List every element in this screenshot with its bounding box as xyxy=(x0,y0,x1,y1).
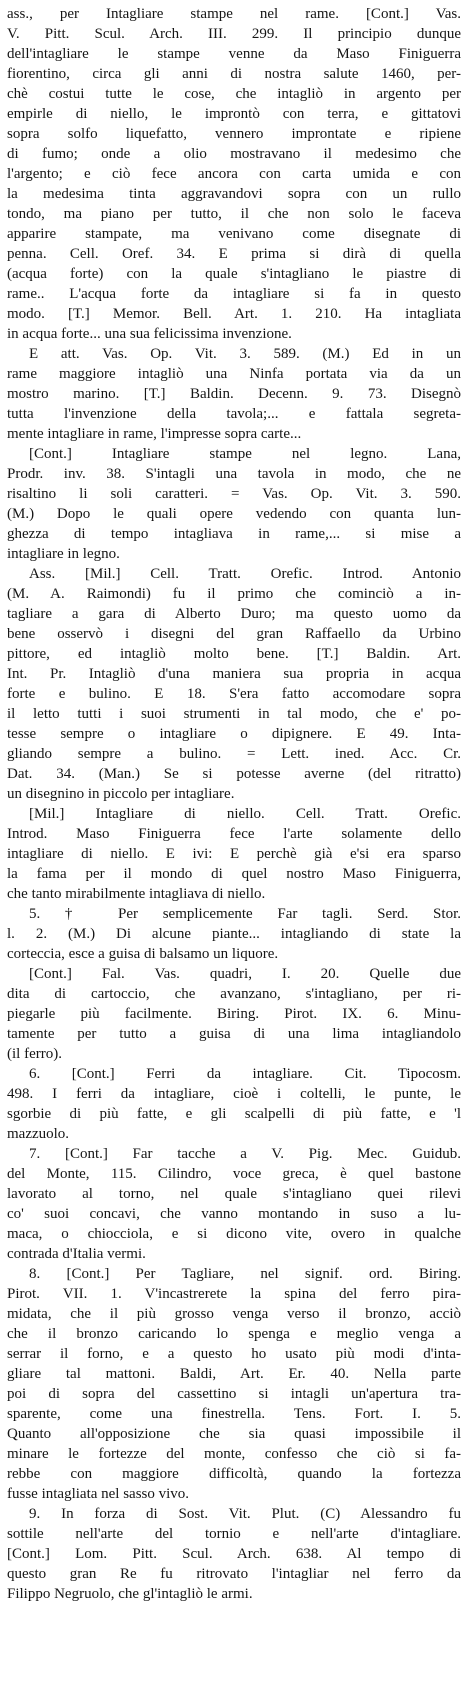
text-line: minare le fortezze del monte, confesso che ciò si fa- xyxy=(7,1446,461,1462)
text-line: serrar il forno, e a questo ho usato più modi d'inta- xyxy=(7,1346,461,1362)
text-line: poi di sopra del cassettino si intagli un'apertura tra- xyxy=(7,1386,461,1402)
text-line: tutta l'invenzione della tavola;... e fattala segreta- xyxy=(7,406,461,422)
dictionary-entry-paragraph xyxy=(7,964,461,1064)
text-line: V. Pitt. Scul. Arch. III. 299. Il principio dunque xyxy=(7,26,461,42)
text-line: 7. [Cont.] Far tacche a V. Pig. Mec. Guidub. xyxy=(29,1146,461,1162)
text-line: questo gran Re fu ritrovato l'intagliar nel ferro da xyxy=(7,1566,461,1582)
text-line: [Cont.] Fal. Vas. quadri, I. 20. Quelle due xyxy=(29,966,461,982)
text-line: 6. [Cont.] Ferri da intagliare. Cit. Tipocosm. xyxy=(29,1066,461,1082)
text-line: l. 2. (M.) Di alcune piante... intagliando di state la xyxy=(7,926,461,942)
text-line: che tanto mirabilmente intagliava di niello. xyxy=(7,886,266,902)
dictionary-entry-paragraph xyxy=(7,344,461,444)
text-line: piegarle più facilmente. Biring. Pirot. IX. 6. Minu- xyxy=(7,1006,461,1022)
text-line: corteccia, esce a guisa di balsamo un liquore. xyxy=(7,946,279,962)
text-line: (M.) Dopo le quali opere vedendo con quanta lun- xyxy=(7,506,461,522)
dictionary-entry-paragraph xyxy=(7,1064,461,1144)
text-line: di fumo; onde a olio mostravano il medesimo che xyxy=(7,146,461,162)
text-line: sottile nell'arte del tornio e nell'arte d'intagliare. xyxy=(7,1526,461,1542)
text-line: mente intagliare in rame, l'impresse sopra carte... xyxy=(7,426,302,442)
text-line: gliare tal mattoni. Baldi, Art. Er. 40. Nella parte xyxy=(7,1366,461,1382)
text-line: 9. In forza di Sost. Vit. Plut. (C) Alessandro fu xyxy=(29,1506,461,1522)
text-line: in acqua forte... una sua felicissima invenzione. xyxy=(7,326,292,342)
text-line: tagliare a gara di Alberto Duro; ma questo uomo da xyxy=(7,606,461,622)
text-line: E att. Vas. Op. Vit. 3. 589. (M.) Ed in un xyxy=(29,346,461,362)
text-line: co' suoi concavi, che vanno montando in suso a lu- xyxy=(7,1206,461,1222)
text-line: penna. Cell. Oref. 34. E prima si dirà di quella xyxy=(7,246,461,262)
text-line: Int. Pr. Intagliò d'una maniera sua propria in acqua xyxy=(7,666,461,682)
dictionary-entry-paragraph xyxy=(7,1504,461,1604)
text-column xyxy=(7,4,461,1604)
text-line: chè costui tutte le cose, che intagliò in argento per xyxy=(7,86,461,102)
text-line: rame.. L'acqua forte da intagliare si fa in questo xyxy=(7,286,461,302)
text-line: [Cont.] Lom. Pitt. Scul. Arch. 638. Al tempo di xyxy=(7,1546,461,1562)
dictionary-entry-paragraph xyxy=(7,444,461,564)
text-line: apparire stampate, ma venivano come disegnate di xyxy=(7,226,461,242)
text-line: sparente, come una finestrella. Tens. Fort. I. 5. xyxy=(7,1406,461,1422)
dictionary-entry-paragraph xyxy=(7,1264,461,1504)
text-line: sopra solfo liquefatto, vennero improntate e ripiene xyxy=(7,126,461,142)
text-line: la medesima tinta aggravandovi sopra con un rullo xyxy=(7,186,461,202)
text-line: tamente per tutto a guisa di una lima intagliandolo xyxy=(7,1026,461,1042)
text-line: Pirot. VII. 1. V'incastrerete la spina del ferro pira- xyxy=(7,1286,461,1302)
text-line: fiorentino, circa gli anni di nostra salute 1460, per- xyxy=(7,66,461,82)
text-line: ass., per Intagliare stampe nel rame. [Cont.] Vas. xyxy=(7,6,461,22)
text-line: pittore, ed intagliò molto bene. [T.] Baldin. Art. xyxy=(7,646,461,662)
text-line: [Mil.] Intagliare di niello. Cell. Tratt. Orefic. xyxy=(29,806,461,822)
text-line: (M. A. Raimondi) fu il primo che cominciò a in- xyxy=(7,586,461,602)
text-line: dell'intagliare le stampe venne da Maso Finiguerra xyxy=(7,46,461,62)
text-line: midata, che il più grosso venga verso il bronzo, acciò xyxy=(7,1306,461,1322)
text-line: che il bronzo caricando lo spenga e meglio venga a xyxy=(7,1326,461,1342)
text-line: tesse sempre o intagliare o dipignere. E 49. Inta- xyxy=(7,726,461,742)
text-line: del Monte, 115. Cilindro, voce greca, è quel bastone xyxy=(7,1166,461,1182)
text-line: [Cont.] Intagliare stampe nel legno. Lana, xyxy=(29,446,461,462)
text-line: risaltino li soli caratteri. = Vas. Op. Vit. 3. 590. xyxy=(7,486,461,502)
dictionary-entry-paragraph xyxy=(7,1144,461,1264)
text-line: modo. [T.] Memor. Bell. Art. 1. 210. Ha intagliata xyxy=(7,306,461,322)
text-line: contrada d'Italia vermi. xyxy=(7,1246,146,1262)
text-line: tondo, ma piano per tutto, il che non solo le faceva xyxy=(7,206,461,222)
text-line: rame maggiore intagliò una Ninfa portata via da un xyxy=(7,366,461,382)
dictionary-entry-paragraph xyxy=(7,4,461,344)
dictionary-entry-paragraph xyxy=(7,904,461,964)
text-line: intagliare in legno. xyxy=(7,546,120,562)
text-line: 8. [Cont.] Per Tagliare, nel signif. ord. Biring. xyxy=(29,1266,461,1282)
dictionary-entry-paragraph xyxy=(7,564,461,804)
text-line: lavorato al torno, nel quale s'intagliano quei rilevi xyxy=(7,1186,461,1202)
text-line: Quanto all'opposizione che sia quasi impossibile il xyxy=(7,1426,461,1442)
text-line: 498. I ferri da intagliare, cioè i coltelli, le punte, le xyxy=(7,1086,461,1102)
text-line: ghezza di tempo intagliava in rame,... si mise a xyxy=(7,526,461,542)
text-line: Prodr. inv. 38. S'intagli una tavola in modo, che ne xyxy=(7,466,461,482)
text-line: mostro marino. [T.] Baldin. Decenn. 9. 73. Disegnò xyxy=(7,386,461,402)
text-line: (il ferro). xyxy=(7,1046,62,1062)
text-line: (acqua forte) con la quale s'intagliano le piastre di xyxy=(7,266,461,282)
text-line: un disegnino in piccolo per intagliare. xyxy=(7,786,235,802)
text-line: gliando sempre a bulino. = Lett. ined. Acc. Cr. xyxy=(7,746,461,762)
text-line: rebbe con maggiore difficoltà, quando la fortezza xyxy=(7,1466,461,1482)
text-line: 5. † Per semplicemente Far tagli. Serd. Stor. xyxy=(29,906,461,922)
text-line: fusse intagliata nel sasso vivo. xyxy=(7,1486,190,1502)
text-line: Dat. 34. (Man.) Se si potesse averne (del ritratto) xyxy=(7,766,461,782)
text-line: mazzuolo. xyxy=(7,1126,70,1142)
text-line: il letto tutti i suoi strumenti in tal modo, che e' po- xyxy=(7,706,461,722)
text-line: bene osservò i disegni del gran Raffaello da Urbino xyxy=(7,626,461,642)
text-line: intagliare di niello. E ivi: E perchè già e'si era sparso xyxy=(7,846,461,862)
text-line: dita di cartoccio, che avanzano, s'intagliano, per ri- xyxy=(7,986,461,1002)
text-line: l'argento; e ciò fece ancora con carta umida e con xyxy=(7,166,461,182)
text-line: Introd. Maso Finiguerra fece l'arte solamente dello xyxy=(7,826,461,842)
text-line: empirle di niello, le improntò con terra, e gittatovi xyxy=(7,106,461,122)
text-line: la fama per il mondo di quel nostro Maso Finiguerra, xyxy=(7,866,461,882)
text-line: Ass. [Mil.] Cell. Tratt. Orefic. Introd. Antonio xyxy=(29,566,461,582)
text-line: Filippo Negruolo, che gl'intagliò le armi. xyxy=(7,1586,253,1602)
text-line: maca, o chiocciola, e si dicono vite, overo in qualche xyxy=(7,1226,461,1242)
dictionary-entry-paragraph xyxy=(7,804,461,904)
text-line: sgorbie di più fatte, e gli scalpelli di più fatte, e 'l xyxy=(7,1106,461,1122)
text-line: forte e bulino. E 18. S'era fatto accomodare sopra xyxy=(7,686,461,702)
